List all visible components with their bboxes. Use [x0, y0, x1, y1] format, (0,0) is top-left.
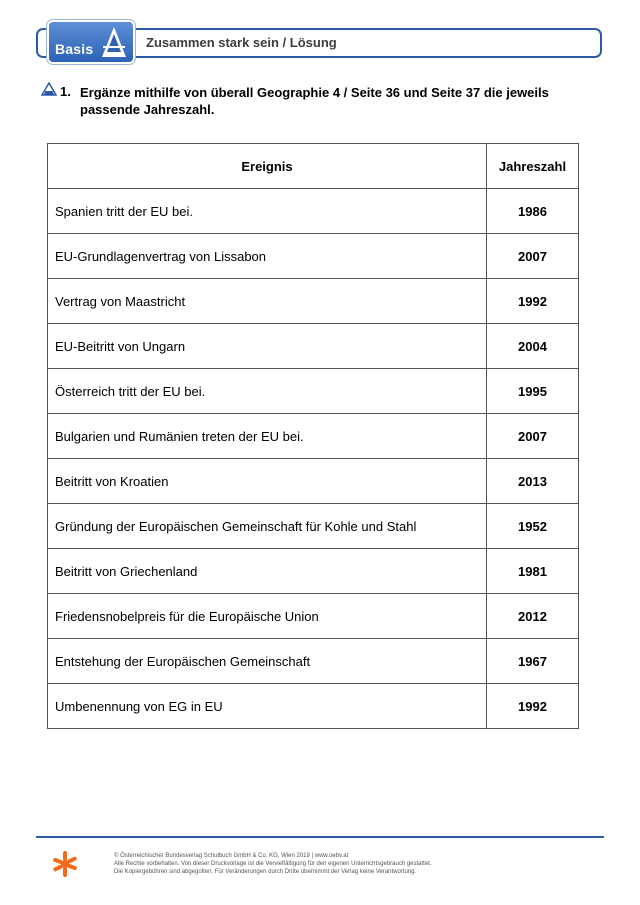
table-row: [48, 189, 579, 234]
event-cell: Friedensnobelpreis für die Europäische Union: [48, 594, 487, 639]
year-cell: 1986: [487, 189, 579, 234]
year-cell: 1952: [487, 504, 579, 549]
year-cell: 2013: [487, 459, 579, 504]
footer-copyright: [114, 852, 584, 876]
year-cell: 2004: [487, 324, 579, 369]
year-cell: 2012: [487, 594, 579, 639]
event-cell: Spanien tritt der EU bei.: [48, 189, 487, 234]
column-header-event: Ereignis: [48, 144, 487, 189]
table-row: [48, 504, 579, 549]
task-number: 1.: [60, 84, 71, 99]
level-triangle-icon: [101, 25, 127, 59]
table-row: [48, 234, 579, 279]
task-instruction: Ergänze mithilfe von überall Geographie 4 / Seite 36 und Seite 37 die jeweils passende Jahreszahl.: [80, 85, 549, 117]
footer-line-1: © Österreichischer Bundesverlag Schulbuch GmbH & Co. KG, Wien 2019 | www.oebv.at: [114, 853, 349, 859]
year-cell: 1995: [487, 369, 579, 414]
solution-table: [47, 143, 579, 729]
table-row: [48, 594, 579, 639]
table-row: [48, 639, 579, 684]
event-cell: Österreich tritt der EU bei.: [48, 369, 487, 414]
event-cell: Beitritt von Kroatien: [48, 459, 487, 504]
year-cell: 1981: [487, 549, 579, 594]
footer-line-3: Die Kopiergebühren sind abgegolten. Für Veränderungen durch Dritte übernimmt der Verlag keine Verantwortung.: [114, 869, 417, 875]
table-row: [48, 279, 579, 324]
year-cell: 2007: [487, 234, 579, 279]
table-row: [48, 324, 579, 369]
event-cell: Umbenennung von EG in EU: [48, 684, 487, 729]
column-header-year: Jahreszahl: [487, 144, 579, 189]
footer-line-2: Alle Rechte vorbehalten. Von dieser Druckvorlage ist die Vervielfältigung für den eigenen Unterrichtsgebrauch gestattet.: [114, 861, 432, 867]
year-cell: 2007: [487, 414, 579, 459]
table-header-row: [48, 144, 579, 189]
event-cell: Entstehung der Europäischen Gemeinschaft: [48, 639, 487, 684]
footer-divider: [36, 836, 604, 838]
publisher-logo-icon: [52, 850, 78, 878]
year-cell: 1992: [487, 279, 579, 324]
difficulty-icon: [41, 82, 57, 96]
event-cell: EU-Grundlagenvertrag von Lissabon: [48, 234, 487, 279]
year-cell: 1992: [487, 684, 579, 729]
badge-label: Basis: [55, 41, 94, 57]
event-cell: Gründung der Europäischen Gemeinschaft für Kohle und Stahl: [48, 504, 487, 549]
event-cell: Bulgarien und Rumänien treten der EU bei.: [48, 414, 487, 459]
table-row: [48, 684, 579, 729]
table-row: [48, 414, 579, 459]
table-row: [48, 459, 579, 504]
event-cell: Beitritt von Griechenland: [48, 549, 487, 594]
table-row: [48, 549, 579, 594]
table-row: [48, 369, 579, 414]
year-cell: 1967: [487, 639, 579, 684]
worksheet-title: Zusammen stark sein / Lösung: [146, 35, 337, 50]
basis-badge: [49, 22, 133, 62]
event-cell: EU-Beitritt von Ungarn: [48, 324, 487, 369]
event-cell: Vertrag von Maastricht: [48, 279, 487, 324]
